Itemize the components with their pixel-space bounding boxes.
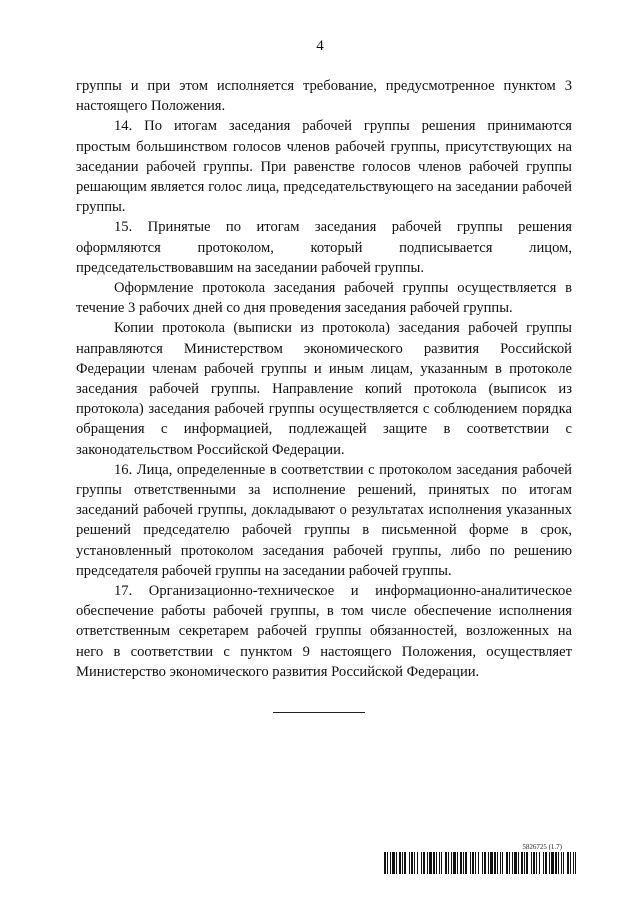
barcode-bar <box>567 852 569 874</box>
barcode-bar <box>494 852 496 874</box>
barcode-bar <box>402 852 403 874</box>
barcode-block <box>384 843 576 875</box>
barcode-bar <box>427 852 428 874</box>
barcode-bar <box>453 852 456 874</box>
barcode-bar <box>521 852 523 874</box>
barcode-bar <box>441 852 442 874</box>
barcode-bar <box>460 852 462 874</box>
barcode-bar <box>451 852 452 874</box>
barcode-bar <box>387 852 388 874</box>
barcode-bar <box>414 852 415 874</box>
barcode-bar <box>539 852 540 874</box>
barcode-bar <box>512 852 513 874</box>
barcode-bar <box>463 852 464 874</box>
barcode-bar <box>555 852 557 874</box>
barcode-bar <box>392 852 395 874</box>
paragraph-17: 17. Организационно-техническое и информационно-аналитическое обеспечение работы рабочей группы, в том числе обеспечение исполнения ответственным секретарем рабочей группы обязанностей, возложенных на него в соответствии с пунктом 9 настоящего Положения, осуществляет Министерство экономического развития Российской Федерации. <box>76 583 572 680</box>
barcode-bar <box>421 852 422 874</box>
paragraph-15-protocol-timing: Оформление протокола заседания рабочей группы осуществляется в течение 3 рабочих дней со дня проведения заседания рабочей группы. <box>76 280 572 317</box>
barcode-bar <box>563 852 564 874</box>
barcode-bar <box>445 852 447 874</box>
barcode-bar <box>545 852 547 874</box>
barcode-bar <box>573 852 574 874</box>
barcode-bar <box>514 852 517 874</box>
barcode-bar <box>497 852 498 874</box>
barcode-bar <box>558 852 559 874</box>
barcode-bar <box>543 852 544 874</box>
barcode-bar <box>482 852 483 874</box>
paragraph-15: 15. Принятые по итогам заседания рабочей группы решения оформляются протоколом, который подписывается лицом, председательствовавшим на заседании рабочей группы. <box>76 219 572 276</box>
barcode-bar <box>439 852 440 874</box>
barcode-bar <box>409 852 410 874</box>
barcode-bar <box>396 852 397 874</box>
closing-separator-line <box>273 712 365 713</box>
barcode-bar <box>570 852 571 874</box>
barcode-bar <box>488 852 489 874</box>
barcode-bar <box>390 852 391 874</box>
barcode-bar <box>475 852 476 874</box>
paragraph-16: 16. Лица, определенные в соответствии с протоколом заседания рабочей группы ответственными за исполнение решений, принятых по итогам заседаний рабочей группы, докладывают о результатах исполнения указанных решений председателю рабочей группы в письменной форме в срок, установленный протоколом заседания рабочей группы, либо по решению председателя рабочей группы на заседании рабочей группы. <box>76 461 572 579</box>
barcode-bar <box>575 852 576 874</box>
barcode-bar <box>417 852 418 874</box>
barcode-bar <box>536 852 537 874</box>
barcode-bar <box>484 852 486 874</box>
barcode-icon <box>384 852 576 874</box>
barcode-bar <box>531 852 532 874</box>
page-number: 4 <box>316 38 324 54</box>
barcode-bar <box>533 852 535 874</box>
barcode-bar <box>490 852 493 874</box>
barcode-bar <box>423 852 425 874</box>
barcode-bar <box>526 852 528 874</box>
barcode-bar <box>549 852 550 874</box>
barcode-bar <box>500 852 501 874</box>
barcode-bar <box>470 852 471 874</box>
body-text <box>76 76 572 682</box>
barcode-bar <box>465 852 467 874</box>
barcode-caption: 5826725 (1.7) <box>522 843 562 851</box>
paragraph-15-protocol-copies: Копии протокола (выписки из протокола) заседания рабочей группы направляются Министерством экономического развития Российской Федерации членам рабочей группы и иным лицам, указанным в протоколе заседания рабочей группы. Направление копий протокола (выписок из протокола) заседания рабочей группы осуществляется с соблюдением порядка обращения с информацией, подлежащей защите в соответствии с законодательством Российской Федерации. <box>76 320 572 458</box>
barcode-bar <box>411 852 413 874</box>
paragraph-continuation: группы и при этом исполняется требование, предусмотренное пунктом 3 настоящего Положения. <box>76 78 572 115</box>
barcode-bar <box>448 852 449 874</box>
barcode-bar <box>518 852 519 874</box>
barcode-bar <box>561 852 562 874</box>
barcode-bar <box>404 852 406 874</box>
barcode-bar <box>384 852 386 874</box>
barcode-bar <box>457 852 458 874</box>
paragraph-14: 14. По итогам заседания рабочей группы решения принимаются простым большинством голосов членов рабочей группы, присутствующих на заседании рабочей группы. При равенстве голосов членов рабочей группы решающим является голос лица, председательствующего на заседании рабочей группы. <box>76 118 572 216</box>
barcode-bar <box>429 852 432 874</box>
barcode-bar <box>399 852 401 874</box>
barcode-bar <box>502 852 503 874</box>
barcode-bar <box>478 852 479 874</box>
barcode-bar <box>472 852 474 874</box>
barcode-bar <box>433 852 435 874</box>
barcode-bar <box>436 852 437 874</box>
barcode-bar <box>551 852 554 874</box>
barcode-bar <box>509 852 510 874</box>
barcode-bar <box>524 852 525 874</box>
barcode-bar <box>506 852 508 874</box>
